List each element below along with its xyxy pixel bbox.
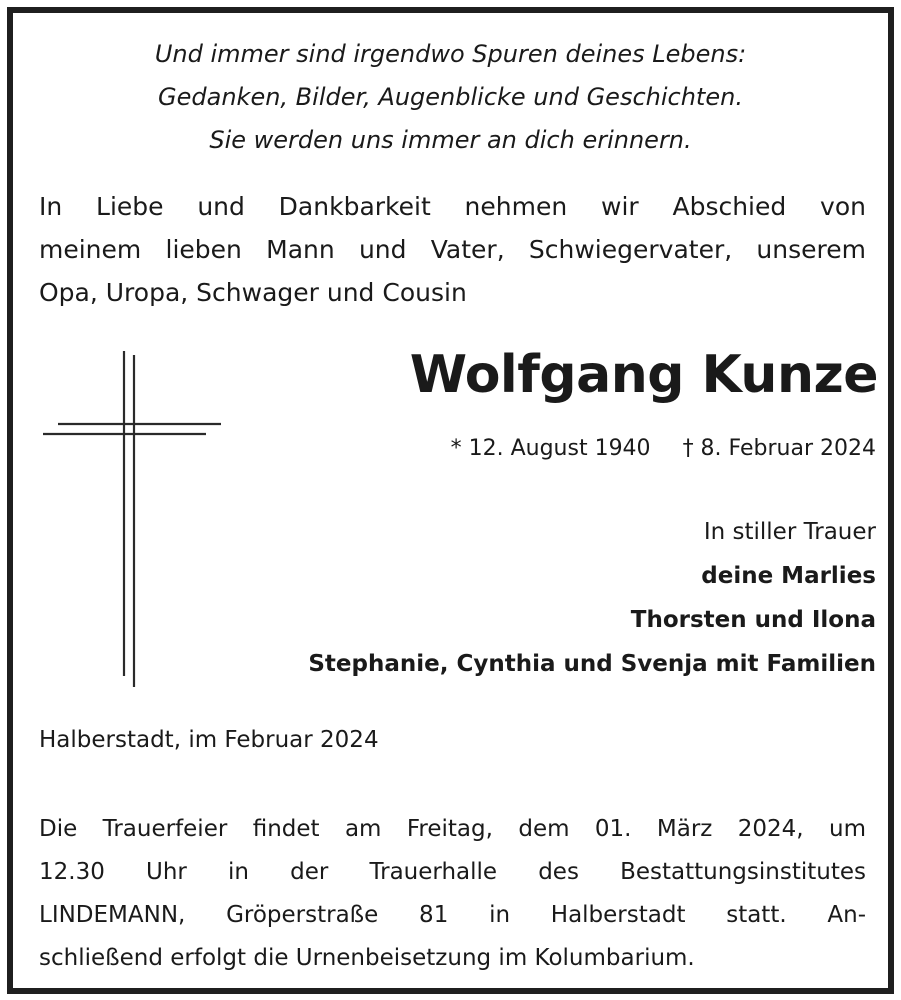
death-date: † 8. Februar 2024 [682,436,876,461]
mourners-block [308,510,876,686]
mourner-name: Thorsten und Ilona [630,607,876,633]
funeral-service-info [39,808,866,980]
service-line: schließend erfolgt die Urnenbeisetzung im Kolumbarium. [39,945,695,971]
mourners-heading: In stiller Trauer [703,519,876,545]
place-date: Halberstadt, im Februar 2024 [39,727,379,753]
mourner-name: deine Marlies [701,563,876,589]
motto-verse [13,33,888,162]
motto-line: Gedanken, Bilder, Augenblicke und Geschichten. [158,83,743,111]
life-dates [451,436,876,461]
obituary-frame [7,7,894,994]
intro-line: In Liebe und Dankbarkeit nehmen wir Abschied von [39,192,866,221]
service-line: Die Trauerfeier findet am Freitag, dem 01. März 2024, um [39,816,866,842]
motto-line: Und immer sind irgendwo Spuren deines Lebens: [154,40,747,68]
intro-line: Opa, Uropa, Schwager und Cousin [39,278,467,307]
cross-icon [43,351,223,691]
mourner-name: Stephanie, Cynthia und Svenja mit Familien [308,651,876,677]
service-line: LINDEMANN, Gröperstraße 81 in Halberstadt statt. An- [39,902,866,928]
service-line: 12.30 Uhr in der Trauerhalle des Bestattungsinstitutes [39,859,866,885]
deceased-name: Wolfgang Kunze [409,345,878,405]
intro-text [39,185,866,314]
birth-date: * 12. August 1940 [450,436,651,461]
intro-line: meinem lieben Mann und Vater, Schwiegervater, unserem [39,235,866,264]
motto-line: Sie werden uns immer an dich erinnern. [209,126,692,154]
